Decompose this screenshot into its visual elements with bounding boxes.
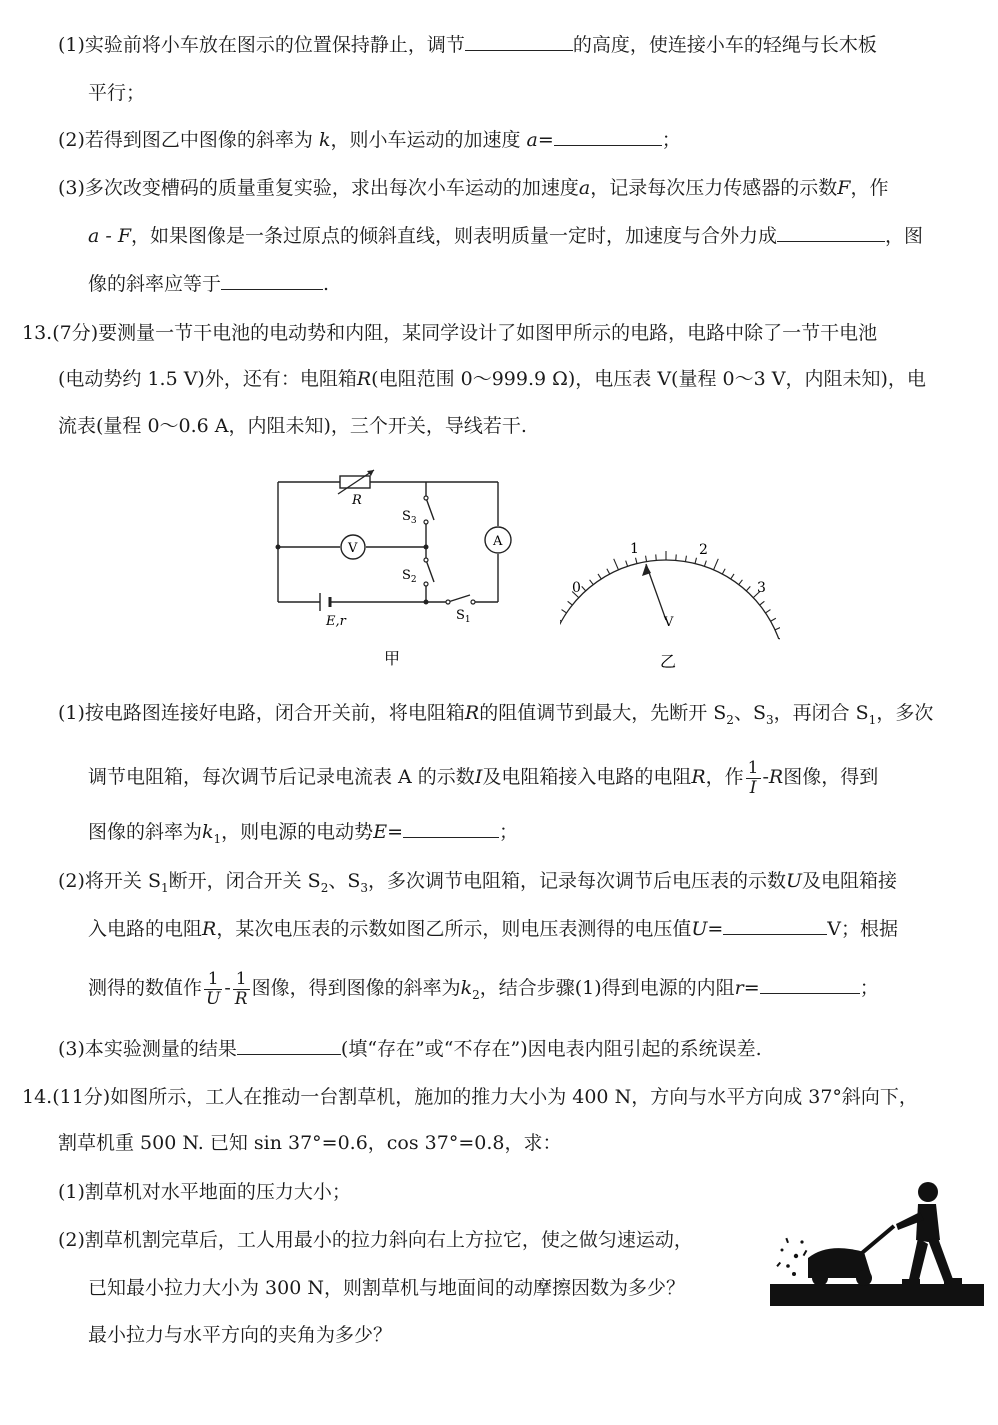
q14-sub1: (1)割草机对水平地面的压力大小； <box>58 1181 351 1203</box>
var-U: U <box>691 918 708 940</box>
q13-3-line <box>58 1037 762 1061</box>
answer-blank[interactable] <box>465 33 573 51</box>
var-I: I <box>474 766 483 788</box>
q12-3-text-a: (3)多次改变槽码的质量重复实验，求出每次小车运动的加速度 <box>58 177 579 199</box>
dial-tick <box>636 558 637 564</box>
semicolon: ； <box>661 129 681 151</box>
var-aF: a - F <box>88 225 132 247</box>
q13-1-text-h: ，作 <box>705 766 744 788</box>
dial-tick <box>775 627 780 630</box>
q12-2-text-b: ，则小车运动的加速度 <box>330 129 521 151</box>
var-a: a <box>578 177 591 199</box>
sub-3: 3 <box>765 712 774 727</box>
q12-3-text-d: ，如果图像是一条过原点的倾斜直线，则表明质量一定时，加速度与合外力成 <box>131 225 778 247</box>
s2-label: $S_2$ <box>402 568 417 585</box>
equals: = <box>387 821 403 843</box>
q14-sub2-line2: 已知最小拉力大小为 300 N，则割草机与地面间的动摩擦因数为多少？ <box>88 1277 685 1299</box>
q12-1-line2: 平行； <box>88 82 146 104</box>
dial-tick <box>562 610 567 613</box>
dial-tick <box>695 558 696 564</box>
q12-3-text-f: 像的斜率应等于 <box>88 273 222 295</box>
period: . <box>323 273 330 295</box>
q13-line3: 流表(量程 0～0.6 A，内阻未知)，三个开关，导线若干. <box>58 415 527 437</box>
dial-tick <box>685 556 686 562</box>
q13-2-line3 <box>88 966 879 1017</box>
q12-3-text-b: ，记录每次压力传感器的示数 <box>590 177 838 199</box>
s3-label: $S_3$ <box>402 509 417 526</box>
dial-tick <box>598 574 601 579</box>
q13-3-text-a: (3)本实验测量的结果 <box>58 1038 237 1060</box>
semicolon: ； <box>498 821 518 843</box>
equals: = <box>707 918 724 940</box>
q12-1-text-a: (1)实验前将小车放在图示的位置保持静止，调节 <box>58 34 465 56</box>
dial-label-3: 3 <box>757 580 766 596</box>
frac-num: 1 <box>747 757 759 778</box>
equals: = <box>537 129 554 151</box>
q12-1-text-b: 的高度，使连接小车的轻绳与长木板 <box>572 34 877 56</box>
q14-sub2-line3: 最小拉力与水平方向的夹角为多少？ <box>88 1324 393 1346</box>
dial-tick <box>590 580 594 585</box>
dial-tick <box>746 586 750 590</box>
answer-blank[interactable] <box>237 1037 341 1055</box>
sub-2: 2 <box>726 712 734 727</box>
dial-tick <box>714 559 719 570</box>
dial-tick <box>765 610 770 613</box>
battery-label: E,r <box>326 614 346 629</box>
q13-2-line1 <box>58 869 897 900</box>
semicolon: ； <box>859 977 879 999</box>
equals: = <box>743 977 760 999</box>
var-U: U <box>786 870 803 892</box>
dial-tick <box>731 574 734 579</box>
frac-num: 1 <box>204 970 222 990</box>
q12-3-line1 <box>58 176 888 200</box>
answer-blank[interactable] <box>760 976 860 994</box>
frac-den: U <box>206 988 221 1009</box>
dial-tick <box>760 601 765 605</box>
dial-tick <box>704 561 706 567</box>
q14-line2: 割草机重 500 N. 已知 sin 37°=0.6，cos 37°=0.8，求： <box>58 1132 562 1154</box>
dial-caption: 乙 <box>660 652 677 671</box>
q13-2-text-a: (2)将开关 S <box>58 870 161 892</box>
q12-1-line1 <box>58 33 877 57</box>
frac-den: R <box>234 988 248 1009</box>
answer-blank[interactable] <box>723 917 827 935</box>
frac-num: 1 <box>233 970 250 990</box>
q14-sub2-line1: (2)割草机割完草后，工人用最小的拉力斜向右上方拉它，使之做匀速运动， <box>58 1229 693 1251</box>
q13-1-text-e: ，多次 <box>876 702 934 724</box>
var-R: R <box>356 368 372 390</box>
mower-silhouette <box>808 1226 894 1286</box>
dash: - <box>224 977 231 999</box>
dial-tick <box>582 586 586 590</box>
sub-1: 1 <box>160 880 169 895</box>
q13-text-a: (电动势约 1.5 V)外，还有：电阻箱 <box>58 368 357 390</box>
q13-2-line2 <box>88 917 898 941</box>
var-r: r <box>734 977 744 999</box>
s1-label: $S_1$ <box>456 608 471 625</box>
q13-2-text-e: 及电阻箱接 <box>802 870 898 892</box>
q13-1-text-d: ，再闭合 S <box>773 702 869 724</box>
dial-tick <box>607 569 610 574</box>
dial-label-2: 2 <box>699 542 708 558</box>
answer-blank[interactable] <box>777 224 885 242</box>
dial-tick <box>722 569 725 574</box>
dial-label-0: 0 <box>572 580 581 596</box>
answer-blank[interactable] <box>403 820 499 838</box>
q12-3-line2 <box>88 224 923 248</box>
dial-tick <box>771 618 776 621</box>
q13-1-text-k: ，则电源的电动势 <box>221 821 374 843</box>
q13-text-b: (电阻范围 0～999.9 Ω)，电压表 V(量程 0～3 V，内阻未知)，电 <box>371 368 926 390</box>
ammeter-label: A <box>493 534 503 549</box>
var-F: F <box>837 177 851 199</box>
q13-1-text-b: 的阻值调节到最大，先断开 S <box>479 702 727 724</box>
q13-2-text-j: 图像，得到图像的斜率为 <box>251 977 461 999</box>
q13-1-line1 <box>58 701 933 732</box>
worker-silhouette <box>896 1182 962 1285</box>
q13-2-text-d: ，多次调节电阻箱，记录每次调节后电压表的示数 <box>368 870 787 892</box>
q13-1-line3 <box>88 820 518 851</box>
answer-blank[interactable] <box>221 272 323 290</box>
q13-line2 <box>58 367 926 391</box>
dial-tick <box>626 561 628 567</box>
var-R: R <box>202 918 217 940</box>
var-k: k <box>460 977 473 999</box>
q13-1-text-f: 调节电阻箱，每次调节后记录电流表 A 的示数 <box>88 766 475 788</box>
dial-tick <box>614 559 619 570</box>
var-E: E <box>373 821 388 843</box>
lawnmower-illustration <box>768 1178 988 1310</box>
grass-clippings <box>776 1238 807 1276</box>
q13-line1: 13.(7分)要测量一节干电池的电动势和内阻，某同学设计了如图甲所示的电路，电路中除了一节干电池 <box>22 322 878 344</box>
answer-blank[interactable] <box>554 128 662 146</box>
sub-1: 1 <box>213 831 222 846</box>
sub-2: 2 <box>320 880 329 895</box>
q13-2-text-f: 入电路的电阻 <box>88 918 203 940</box>
q12-3-text-e: ，图 <box>885 225 924 247</box>
sub-3: 3 <box>360 880 368 895</box>
voltmeter-dial <box>560 530 780 675</box>
fraction-1-over-R <box>233 970 250 1009</box>
var-a: a <box>526 129 538 151</box>
q13-2-text-i: 测得的数值作 <box>88 977 203 999</box>
q13-1-text-c: 、S <box>733 702 766 724</box>
q14-line1: 14.(11分)如图所示，工人在推动一台割草机，施加的推力大小为 400 N，方向与水平方向成 37°斜向下， <box>22 1086 918 1108</box>
q13-1-text-g: 及电阻箱接入电路的电阻 <box>482 766 692 788</box>
q12-2-text-a: (2)若得到图乙中图像的斜率为 <box>58 129 313 151</box>
dash: - <box>762 766 769 788</box>
sub-1: 1 <box>868 712 877 727</box>
q13-1-text-a: (1)按电路图连接好电路，闭合开关前，将电阻箱 <box>58 702 465 724</box>
fraction-1-over-I <box>746 759 761 798</box>
q12-3-line3 <box>88 272 329 296</box>
var-k: k <box>318 129 331 151</box>
q13-2-text-k: ，结合步骤(1)得到电源的内阻 <box>479 977 735 999</box>
resistor-label: R <box>352 493 362 508</box>
circuit-diagram <box>268 462 518 672</box>
q13-2-text-g: ，某次电压表的示数如图乙所示，则电压表测得的电压值 <box>216 918 692 940</box>
voltmeter-label: V <box>348 541 358 556</box>
dial-tick <box>646 556 647 562</box>
dial-tick <box>739 580 743 585</box>
sub-2: 2 <box>472 987 480 1002</box>
var-R: R <box>691 766 706 788</box>
var-R: R <box>768 766 784 788</box>
circuit-caption: 甲 <box>384 649 401 668</box>
q13-1-text-i: 图像，得到 <box>783 766 879 788</box>
q13-2-text-b: 断开，闭合开关 S <box>168 870 321 892</box>
q13-1-line2 <box>88 755 878 799</box>
q13-2-text-h: V；根据 <box>827 918 899 940</box>
var-R: R <box>464 702 480 724</box>
q12-3-text-c: ，作 <box>850 177 889 199</box>
dial-label-1: 1 <box>630 541 639 557</box>
q12-2-line <box>58 128 681 152</box>
q13-1-text-j: 图像的斜率为 <box>88 821 203 843</box>
q13-3-text-b: (填“存在”或“不存在”)因电表内阻引起的系统误差. <box>340 1038 762 1060</box>
frac-den: I <box>749 777 757 798</box>
dial-unit-label: V <box>664 615 674 630</box>
var-k: k <box>202 821 214 843</box>
fraction-1-over-U <box>204 970 222 1009</box>
q13-2-text-c: 、S <box>328 870 361 892</box>
dial-tick <box>568 601 573 605</box>
ground <box>770 1284 984 1306</box>
switch-s3 <box>426 498 434 520</box>
